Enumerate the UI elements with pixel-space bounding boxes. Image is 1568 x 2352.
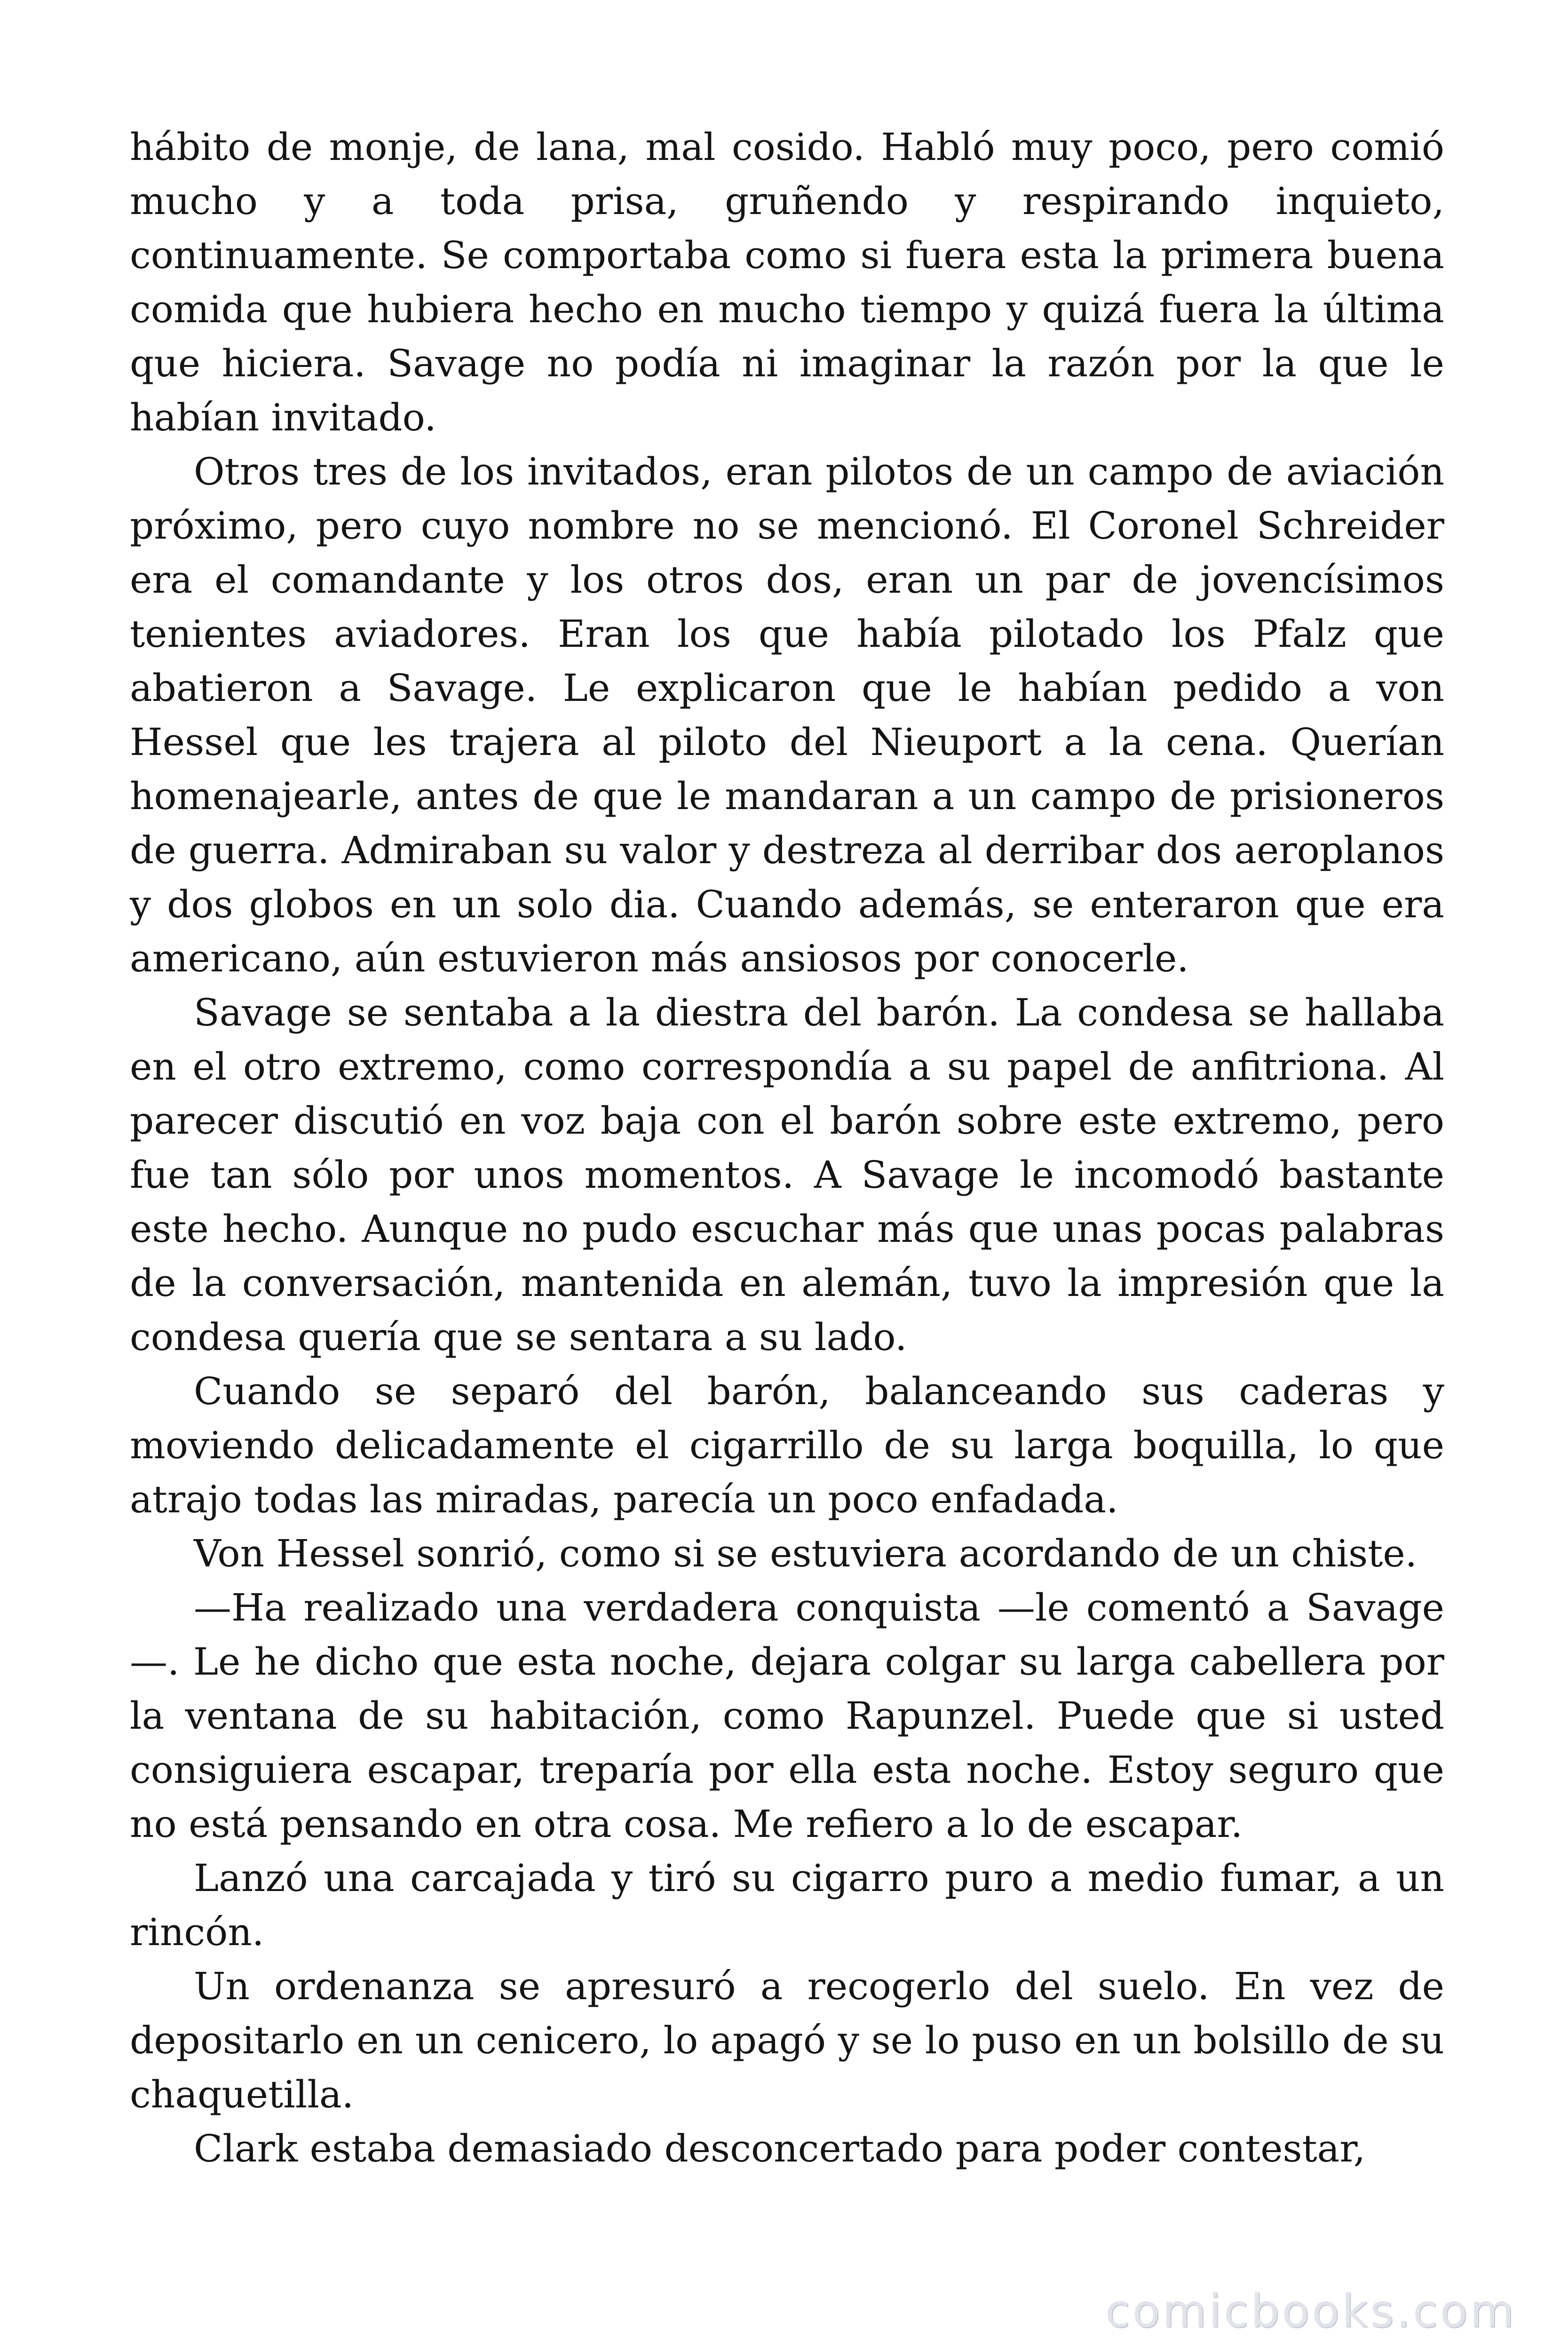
page-text xyxy=(130,120,1444,2176)
paragraph: Un ordenanza se apresuró a recogerlo del suelo. En vez de depositarlo en un cenicero, lo apagó y se lo puso en un bolsillo de su chaquetilla. xyxy=(130,1964,1444,2116)
paragraph-last: Clark estaba demasiado desconcertado para poder contestar, xyxy=(194,2127,1366,2170)
paragraph: Lanzó una carcajada y tiró su cigarro puro a medio fumar, a un rincón. xyxy=(130,1856,1444,1954)
paragraph: Otros tres de los invitados, eran pilotos de un campo de aviación próximo, pero cuyo nombre no se mencionó. El Coronel Schreider era el comandante y los otros dos, eran un par de jovencísimos tenientes aviadores. Eran los que había pilotado los Pfalz que abatieron a Savage. Le explicaron que le habían pedido a von Hessel que les trajera al piloto del Nieuport a la cena. Querían homenajearle, antes de que le mandaran a un campo de prisioneros de guerra. Admiraban su valor y destreza al derribar dos aeroplanos y dos globos en un solo dia. Cuando además, se enteraron que era americano, aún estuvieron más ansiosos por conocerle. xyxy=(130,450,1444,980)
paragraph: Savage se sentaba a la diestra del barón. La condesa se hallaba en el otro extremo, como correspondía a su papel de anfitriona. Al parecer discutió en voz baja con el barón sobre este extremo, pero fue tan sólo por unos momentos. A Savage le incomodó bastante este hecho. Aunque no pudo escuchar más que unas pocas palabras de la conversación, mantenida en alemán, tuvo la impresión que la condesa quería que se sentara a su lado. xyxy=(130,991,1444,1359)
paragraph: Cuando se separó del barón, balanceando sus caderas y moviendo delicadamente el cigarrillo de su larga boquilla, lo que atrajo todas las miradas, parecía un poco enfadada. xyxy=(130,1369,1444,1521)
paragraph: Von Hessel sonrió, como si se estuviera acordando de un chiste. xyxy=(194,1532,1418,1575)
paragraph: —Ha realizado una verdadera conquista —le comentó a Savage —. Le he dicho que esta noche, dejara colgar su larga cabellera por la ventana de su habitación, como Rapunzel. Puede que si usted consiguiera escapar, treparía por ella esta noche. Estoy seguro que no está pensando en otra cosa. Me refiero a lo de escapar. xyxy=(130,1586,1444,1846)
watermark-logo: comicbooks.com xyxy=(1105,2285,1516,2337)
paragraph: hábito de monje, de lana, mal cosido. Habló muy poco, pero comió mucho y a toda prisa, gruñendo y respirando inquieto, continuamente. Se comportaba como si fuera esta la primera buena comida que hubiera hecho en mucho tiempo y quizá fuera la última que hiciera. Savage no podía ni imaginar la razón por la que le habían invitado. xyxy=(130,125,1444,439)
